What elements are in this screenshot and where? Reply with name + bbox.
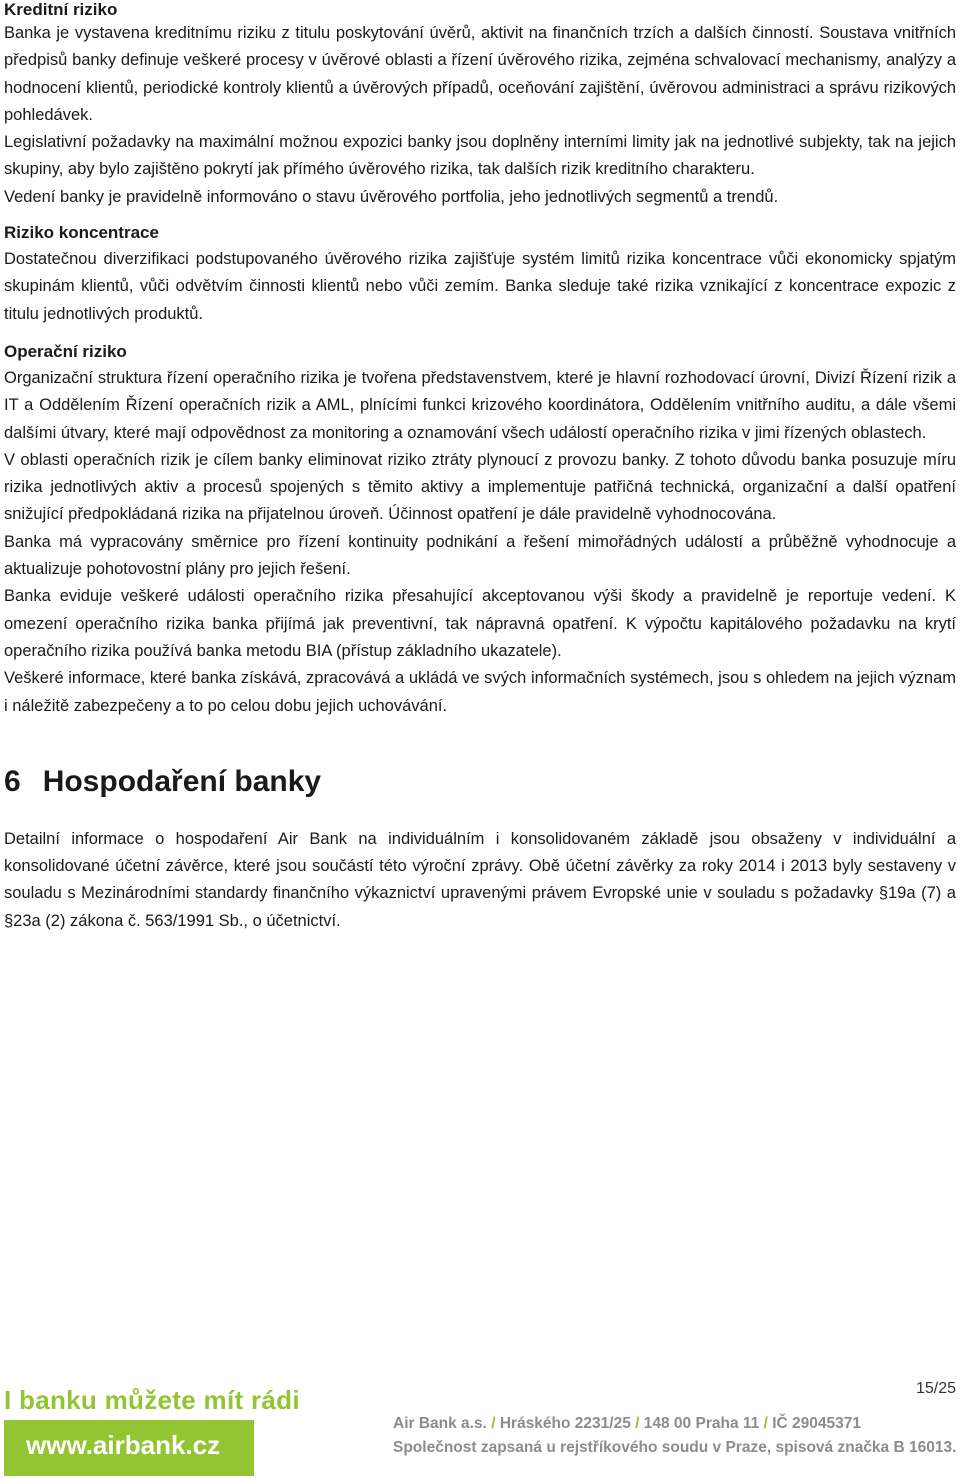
separator-icon: / — [635, 1415, 644, 1432]
document-page — [4, 0, 956, 935]
operational-risk-paragraph-4: Banka eviduje veškeré události operačního rizika přesahující akceptovanou výši škody a pravidelně je reportuje vedení. K omezení operačního rizika banka přijímá jak preventivní, tak nápravná opatření. K výpočtu kapitálového požadavku na krytí operačního rizika používá banka metodu BIA (přístup základního ukazatele). — [4, 587, 956, 660]
section-title-text: Hospodaření banky — [42, 764, 322, 798]
operational-risk-paragraph-1: Organizační struktura řízení operačního rizika je tvořena představenstvem, které je hlavní rozhodovací úrovní, Divizí Řízení rizik a IT a Oddělením Řízení operačních rizik a AML, plnícími funkci krizového koordinátora, Oddělením vnitřního auditu, a dále všemi dalšími útvary, které mají odpovědnost za monitoring a oznamování všech událostí operačního rizika v jimi řízených oblastech. — [4, 368, 956, 442]
footer-company-line — [393, 1415, 861, 1433]
concentration-risk-heading: Riziko koncentrace — [4, 223, 159, 243]
operational-risk-paragraph-2: V oblasti operačních rizik je cílem banky eliminovat riziko ztráty plynoucí z provozu banky. Z tohoto důvodu banka posuzuje míru rizika jednotlivých aktiv a procesů spojených s těmito aktivy a implementuje patřičná technická, organizační a další opatření snižující předpokládaná rizika na přijatelnou úroveň. Účinnost opatření je dále pravidelně vyhodnocována. — [4, 450, 956, 524]
footer-website-link[interactable]: www.airbank.cz — [26, 1430, 221, 1460]
section-number: 6 — [4, 764, 21, 798]
separator-icon: / — [763, 1415, 773, 1432]
section-6-paragraph: Detailní informace o hospodaření Air Bank na individuálním i konsolidovaném základě jsou obsaženy v individuální a konsolidované účetní závěrce, které jsou součástí této výroční zprávy. Obě účetní závěrky za roky 2014 i 2013 byly sestaveny v souladu s Mezinárodními standardy finančního výkaznictví upravenými právem Evropské unie v souladu s požadavky §19a (7) a §23a (2) zákona č. 563/1991 Sb., o účetnictví. — [4, 829, 956, 930]
operational-risk-paragraph-5: Veškeré informace, které banka získává, zpracovává a ukládá ve svých informačních systémech, jsou s ohledem na jejich význam i náležitě zabezpečeny a to po celou dobu jejich uchovávání. — [4, 669, 956, 715]
separator-icon: / — [491, 1415, 500, 1432]
footer-slogan: I banku můžete mít rádi — [4, 1385, 300, 1415]
credit-risk-paragraph-1: Banka je vystavena kreditnímu riziku z titulu poskytování úvěrů, aktivit na finančních trzích a dalších činností. Soustava vnitřních předpisů banky definuje veškeré procesy v úvěrové oblasti a řízení úvěrového rizika, zejména schvalovací mechanismy, analýzy a hodnocení klientů, periodické kontroly klientů a úvěrových případů, oceňování zajištění, úvěrovou administraci a správu rizikových pohledávek. — [4, 24, 956, 124]
company-name: Air Bank a.s. — [393, 1415, 487, 1432]
footer-website-box — [4, 1420, 254, 1476]
operational-risk-paragraph-3: Banka má vypracovány směrnice pro řízení kontinuity podnikání a řešení mimořádných událostí a průběžně vyhodnocuje a aktualizuje pohotovostní plány pro jejich řešení. — [4, 532, 956, 579]
section-6-title — [4, 764, 956, 800]
company-city: 148 00 Praha 11 — [643, 1415, 760, 1432]
credit-risk-paragraph-2: Legislativní požadavky na maximální možnou expozici banky jsou doplněny interními limity jak na jednotlivé subjekty, tak na jejich skupiny, aby bylo zajištěno pokrytí jak přímého úvěrového rizika, tak dalších rizik kreditního charakteru. — [4, 133, 956, 179]
page-number: 15/25 — [915, 1380, 956, 1397]
operational-risk-heading: Operační riziko — [4, 341, 127, 361]
page-footer — [0, 1378, 960, 1479]
credit-risk-heading: Kreditní riziko — [4, 0, 118, 19]
company-ico: IČ 29045371 — [772, 1415, 861, 1432]
credit-risk-paragraph-3: Vedení banky je pravidelně informováno o stavu úvěrového portfolia, jeho jednotlivých segmentů a trendů. — [4, 187, 779, 206]
company-address: Hráského 2231/25 — [499, 1415, 631, 1432]
footer-register-line: Společnost zapsaná u rejstříkového soudu v Praze, spisová značka B 16013. — [393, 1439, 957, 1456]
concentration-risk-paragraph: Dostatečnou diverzifikaci podstupovaného úvěrového rizika zajišťuje systém limitů rizika koncentrace vůči ekonomicky spjatým skupinám klientů, vůči odvětvím činnosti klientů nebo vůči zemím. Banka sleduje také rizika vznikající z koncentrace expozic z titulu jednotlivých produktů. — [4, 250, 956, 323]
